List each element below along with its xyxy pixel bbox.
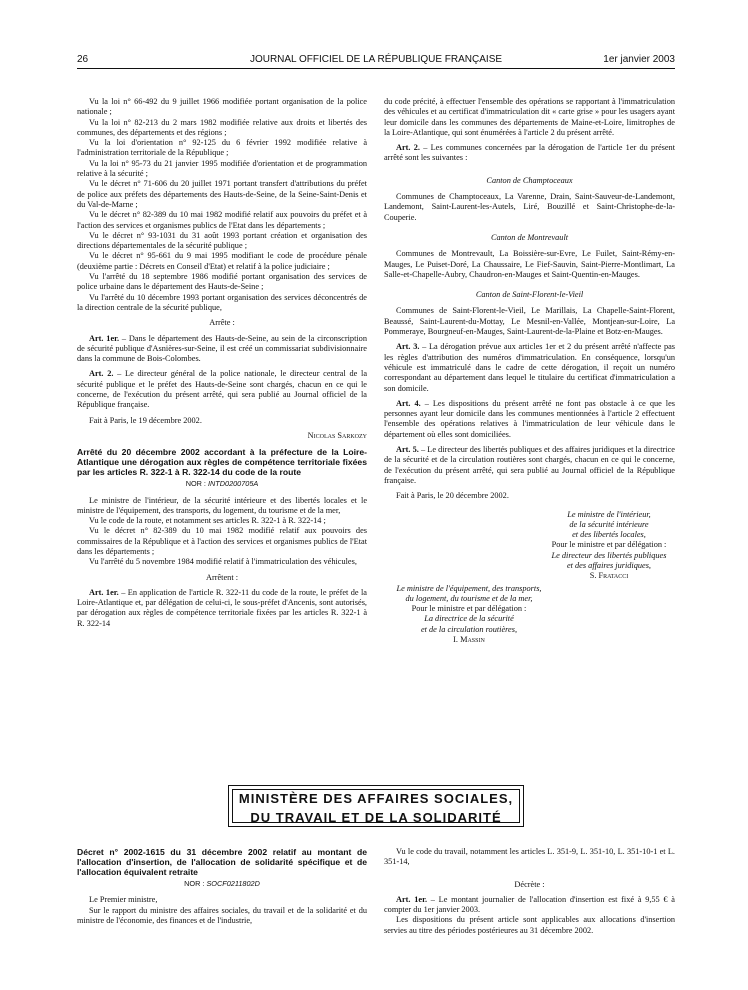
ministry-line-1: MINISTÈRE DES AFFAIRES SOCIALES, (238, 791, 514, 806)
canton-communes: Communes de Montrevault, La Boissière-sur-Evre, Le Fuilet, Saint-Rémy-en-Mauges, Le Puiset-Doré, La Chaussaire, Le Fief-Sauvin, Saint-Pierre-Montlimart, La Salle-et-Chapelle-Aubry, Chaudron-en-Mauges et Saint-Quentin-en-Mauges. (384, 249, 675, 279)
article-3: Art. 3. – La dérogation prévue aux articles 1er et 2 du présent arrêté n'affecte pas les règles d'attribution des numéros d'immatriculation. En conséquence, lorsqu'un véhicule est immatriculé dans le cadre de cette dérogation, il reçoit un numéro correspondant au département dans lequel le titulaire du certificat d'immatriculation a son domicile. (384, 342, 676, 393)
visa: Vu le code de la route, et notamment ses articles R. 322-1 à R. 322-14 ; (89, 516, 326, 526)
visa: Vu la loi n° 66-492 du 9 juillet 1966 modifiée portant organisation de la police nationale ; (77, 97, 367, 117)
article-5: Art. 5. – Le directeur des libertés publiques et des affaires juridiques et la directrice de la sécurité et de la circulation routières sont chargés, chacun en ce qui le concerne, de l'exécution du présent arrêté, qui sera publié au Journal officiel de la République française. (384, 445, 675, 485)
canton-heading: Canton de Saint-Florent-le-Vieil (475, 290, 584, 300)
arrete-heading: Arrête : (209, 318, 235, 328)
fait-a-paris: Fait à Paris, le 20 décembre 2002. (396, 491, 509, 501)
article-1: Art. 1er. – Dans le département des Hauts-de-Seine, au sein de la circonscription de sécurité publique d'Asnières-sur-Seine, il est créé un commissariat subdivisionnaire dans la commune de Bois-Colombes. (77, 333, 367, 364)
left-column (77, 97, 367, 629)
visa: Vu l'arrêté du 18 septembre 1986 modifié portant organisation des services de police urbaine dans le département des Hauts-de-Seine ; (77, 272, 367, 292)
visa: Vu le décret n° 95-661 du 9 mai 1995 modifiant le code de procédure pénale (deuxième partie : Décrets en Conseil d'Etat) et relatif à la police judiciaire ; (77, 251, 367, 271)
visa: Vu la loi n° 82-213 du 2 mars 1982 modifiée relative aux droits et libertés des communes, des départements et des régions ; (77, 117, 367, 137)
visa: Vu le décret n° 82-389 du 10 mai 1982 modifié relatif aux pouvoirs des commissaires de la République et à l'action des services et organismes publics de l'Etat dans les départements ; (77, 526, 367, 556)
article-label: Art. 3. (396, 342, 420, 352)
signature-block-equipment: Le ministre de l'équipement, des transports, du logement, du tourisme et de la mer, Pour le ministre et par délégation : La directrice de la sécurité et de la circulation routières, I. Massin (384, 584, 554, 646)
decrete-heading: Décrète : (514, 879, 545, 889)
premier-ministre: Le Premier ministre, (89, 895, 158, 905)
signature: Nicolas Sarkozy (307, 430, 367, 440)
signatory-name: I. Massin (453, 635, 485, 645)
ministry-line-2: DU TRAVAIL ET DE LA SOLIDARITÉ (250, 810, 502, 825)
article-label: Art. 4. (396, 398, 421, 408)
visa: Vu le code du travail, notamment les articles L. 351-9, L. 351-10, L. 351-10-1 et L. 351-14, (384, 847, 675, 867)
visa: Vu la loi d'orientation n° 92-125 du 6 février 1992 modifiée relative à l'administration territoriale de la République ; (77, 138, 367, 158)
right-column (384, 97, 675, 645)
article-label: Art. 2. (89, 369, 114, 379)
article-label: Art. 1er. (89, 587, 119, 597)
signatory-name: S. Fratacci (589, 571, 629, 581)
article-text: Les dispositions du présent article sont applicables aux allocations d'insertion servies au titre des périodes postérieures au 31 décembre 2002. (384, 915, 675, 935)
article-4: Art. 4. – Les dispositions du présent arrêté ne font pas obstacle à ce que les personnes ayant leur domicile dans les communes mentionnées à l'article 2 effectuent l'ensemble des opérations relatives à l'immatriculation de leur véhicule dans le département où elles sont domiciliées. (384, 398, 675, 439)
article-label: Art. 2. (396, 143, 420, 153)
continued-text: du code précité, à effectuer l'ensemble des opérations se rapportant à l'immatriculation des véhicules et au certificat d'immatriculation dit « carte grise » pour les usagers ayant leur domicile dans les communes des départements de Maine-et-Loire, limitrophes de la Loire-Atlantique, qui sont énumérées à l'article 2 du présent arrêté. (384, 97, 675, 137)
canton-communes: Communes de Saint-Florent-le-Vieil, Le Marillais, La Chapelle-Saint-Florent, Beaussé, Saint-Laurent-du-Mottay, Le Mesnil-en-Vallée, Montjean-sur-Loire, La Pommeraye, Bourgneuf-en-Mauges, Saint-Laurent-de-la-Plaine et Botz-en-Mauges. (384, 306, 675, 337)
fait-a-paris: Fait à Paris, le 19 décembre 2002. (89, 415, 202, 425)
decret-title: Décret n° 2002-1615 du 31 décembre 2002 relatif au montant de l'allocation d'insertion, de l'allocation de solidarité spécifique et de l'allocation équivalent retraite (77, 847, 367, 877)
header-rule (77, 68, 675, 69)
issue-date: 1er janvier 2003 (603, 54, 675, 65)
canton-heading: Canton de Montrevault (490, 232, 569, 242)
decret-right-column (384, 847, 675, 936)
decret-left-column (77, 847, 367, 926)
visa: Vu l'arrêté du 10 décembre 1993 portant organisation des services déconcentrés de la direction centrale de la sécurité publique, (77, 292, 367, 312)
article-1: Art. 1er. – En application de l'article R. 322-11 du code de la route, le préfet de la Loire-Atlantique et, par délégation de celui-ci, le sous-préfet d'Ancenis, sont autorisés, par dérogation aux règles de compétence territoriale fixées par les articles R. 322-1 à R. 322-14 (77, 587, 367, 628)
article-label: Art. 1er. (396, 894, 428, 904)
page-number: 26 (77, 54, 89, 65)
visa: Vu le décret n° 71-606 du 20 juillet 1971 portant transfert d'attributions du préfet de police aux préfets des départements des Hauts-de-Seine, de la Seine-Saint-Denis et du Val-de-Marne ; (77, 179, 367, 209)
visa: Vu l'arrêté du 5 novembre 1984 modifié relatif à l'immatriculation des véhicules, (89, 557, 357, 567)
arretent-heading: Arrêtent : (205, 572, 239, 582)
page-header (77, 53, 675, 67)
visa: Vu le décret n° 93-1031 du 31 août 1993 portant création et organisation des directions départementales de la sécurité publique ; (77, 230, 367, 251)
canton-heading: Canton de Champtoceaux (486, 175, 573, 185)
nor-reference: NOR : INTD0200705A (185, 479, 259, 489)
ministry-banner (228, 785, 524, 827)
journal-title: JOURNAL OFFICIEL DE LA RÉPUBLIQUE FRANÇAISE (249, 54, 503, 65)
rapport: Sur le rapport du ministre des affaires sociales, du travail et de la solidarité et du ministre de l'économie, des finances et de l'industrie, (77, 905, 367, 925)
article-2: Art. 2. – Le directeur général de la police nationale, le directeur central de la sécurité publique et le préfet des Hauts-de-Seine sont chargés, chacun en ce qui le concerne, de l'exécution du présent arrêté, qui sera publié au Journal officiel de la République française. (77, 369, 367, 410)
signature-block-interior: Le ministre de l'intérieur, de la sécurité intérieure et des libertés locales, Pour le ministre et par délégation : Le directeur des libertés publiques et des affaires juridiques, S. Fratacci (534, 510, 684, 582)
article-label: Art. 5. (396, 445, 419, 455)
arrete-title: Arrêté du 20 décembre 2002 accordant à la préfecture de la Loire-Atlantique une dérogation aux règles de compétence territoriale fixées par les articles R. 322-1 à R. 322-14 du code de la route (77, 447, 367, 478)
article-2: Art. 2. – Les communes concernées par la dérogation de l'article 1er du présent arrêté sont les suivantes : (384, 143, 676, 163)
visas-list (77, 97, 367, 313)
canton-communes: Communes de Champtoceaux, La Varenne, Drain, Saint-Sauveur-de-Landemont, Landemont, Saint-Laurent-les-Autels, Liré, Bouzillé et Saint-Christophe-de-la-Couperie. (384, 192, 675, 222)
article-1: Art. 1er. – Le montant journalier de l'allocation d'insertion est fixé à 9,55 € à compter du 1er janvier 2003. (384, 894, 675, 915)
visa: Le ministre de l'intérieur, de la sécurité intérieure et des libertés locales et le ministre de l'équipement, des transports, du logement, du tourisme et de la mer, (77, 495, 367, 515)
article-label: Art. 1er. (89, 333, 120, 343)
visa: Vu le décret n° 82-389 du 10 mai 1982 modifié relatif aux pouvoirs du préfet et à l'action des services et organismes publics de l'Etat dans les départements ; (77, 210, 367, 230)
visa: Vu la loi n° 95-73 du 21 janvier 1995 modifiée d'orientation et de programmation relative à la sécurité ; (77, 158, 367, 179)
nor-reference: NOR : SOCF0211802D (184, 879, 260, 888)
